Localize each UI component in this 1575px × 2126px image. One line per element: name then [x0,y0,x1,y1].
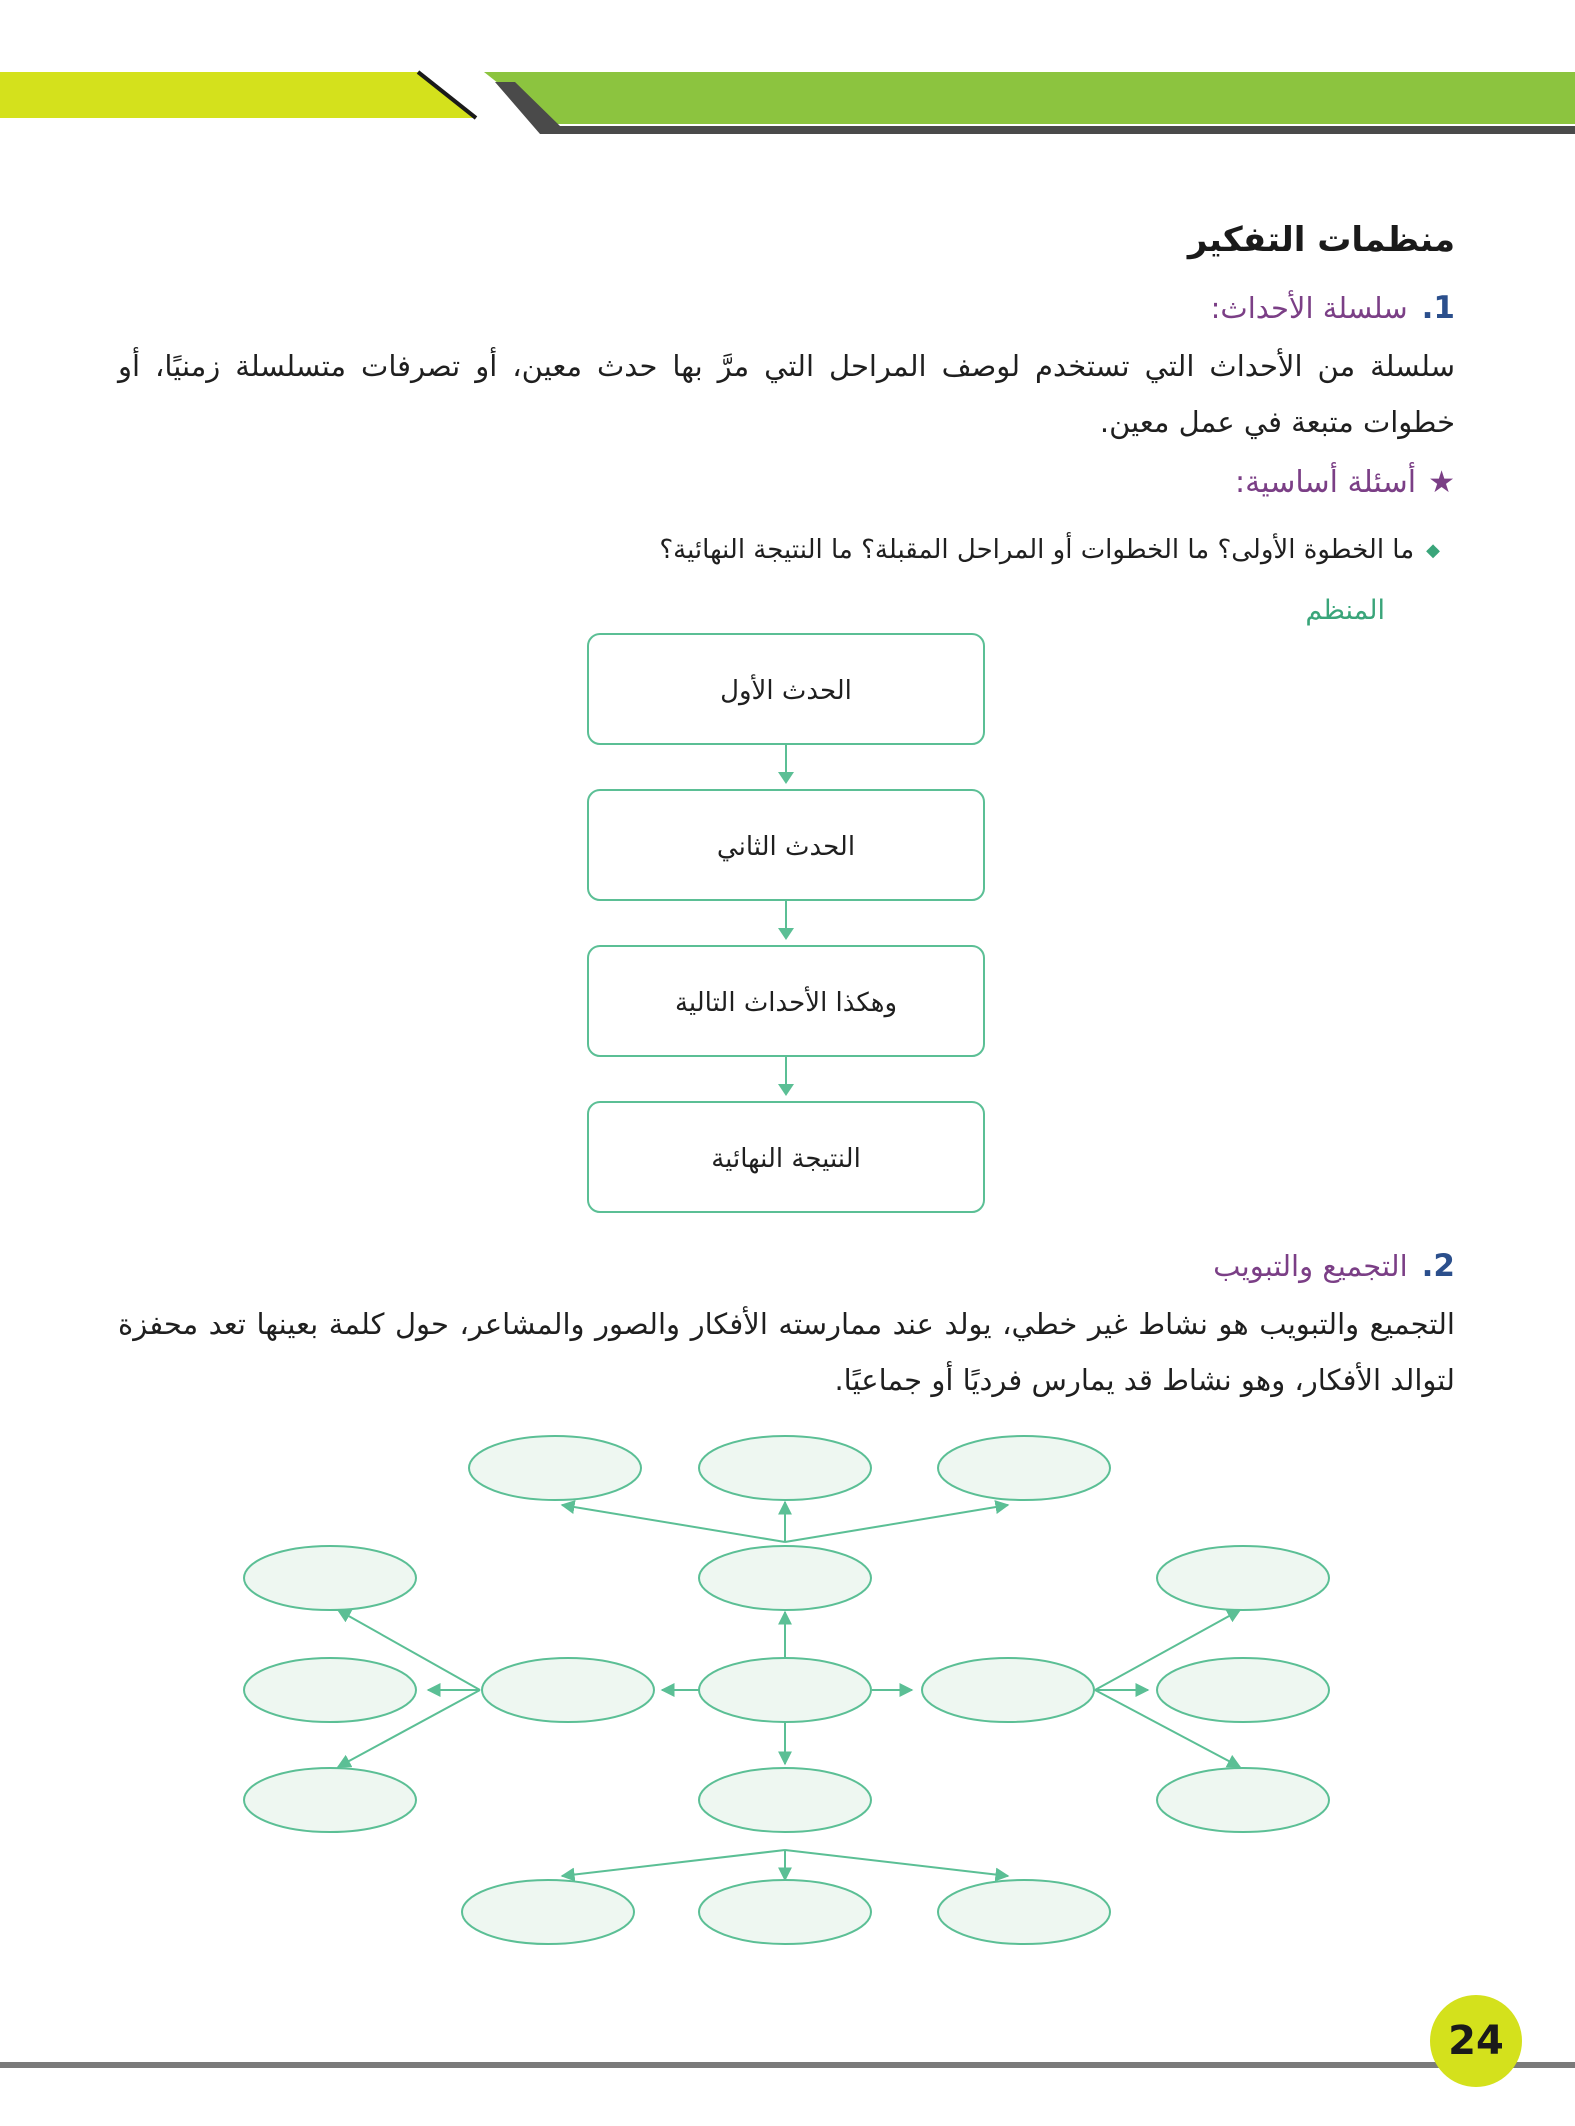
flow-arrow-1 [778,744,794,784]
question-bullet [659,535,1440,565]
cluster-bubble [1157,1546,1329,1610]
questions-heading [1235,465,1455,500]
item2-paragraph: التجميع والتبويب هو نشاط غير خطي، يولد عند ممارسته الأفكار والصور والمشاعر، حول كلمة بعينها تعد محفزة لتوالد الأفكار، وهو نشاط قد يمارس فرديًا أو جماعيًا. [118,1307,1455,1397]
flow-arrow-3 [778,1056,794,1096]
header-banner [0,0,1575,150]
cluster-center-bubble [699,1658,871,1722]
section-title: منظمات التفكير [1187,220,1455,260]
flow-box-1-label: الحدث الأول [720,676,852,706]
cluster-bubble [938,1436,1110,1500]
cluster-bubble [922,1658,1094,1722]
flow-box-3 [588,946,984,1056]
flow-box-4-label: النتيجة النهائية [711,1144,861,1174]
item2-number: 2. [1421,1248,1455,1284]
cluster-diagram [230,1420,1360,1960]
item1-title: سلسلة الأحداث: [1210,291,1408,325]
event-chain-diagram [580,630,1000,1220]
flow-box-2 [588,790,984,900]
cluster-bubble [1157,1768,1329,1832]
cluster-bubble [699,1880,871,1944]
bullet-icon: ◆ [1426,539,1440,561]
cluster-bubble [462,1880,634,1944]
flow-box-1 [588,634,984,744]
cluster-bubble [244,1658,416,1722]
flow-arrow-2 [778,900,794,940]
star-icon: ★ [1428,465,1455,500]
cluster-bubble [1157,1658,1329,1722]
item2-title: التجميع والتبويب [1213,1249,1408,1283]
cluster-bubble [482,1658,654,1722]
cluster-bubble [244,1768,416,1832]
cluster-bubble [469,1436,641,1500]
item1-paragraph: سلسلة من الأحداث التي تستخدم لوصف المراحل التي مرَّ بها حدث معين، أو تصرفات متسلسلة زمنيًا، أو خطوات متبعة في عمل معين. [118,349,1455,439]
item1-number: 1. [1421,290,1455,326]
question-text: ما الخطوة الأولى؟ ما الخطوات أو المراحل المقبلة؟ ما النتيجة النهائية؟ [659,535,1415,565]
cluster-bubble [699,1546,871,1610]
flow-box-3-label: وهكذا الأحداث التالية [674,988,898,1018]
flow-box-4 [588,1102,984,1212]
page-number: 24 [1430,1995,1522,2087]
item1-heading [1211,290,1455,326]
footer-rule [0,2062,1575,2068]
item2-heading [1213,1248,1455,1284]
flow-box-2-label: الحدث الثاني [716,832,856,862]
cluster-bubble [699,1768,871,1832]
cluster-bubble [699,1436,871,1500]
cluster-bubble [244,1546,416,1610]
organizer-label: المنظم [1305,595,1385,626]
questions-heading-text: أسئلة أساسية: [1235,465,1417,500]
cluster-bubble [938,1880,1110,1944]
